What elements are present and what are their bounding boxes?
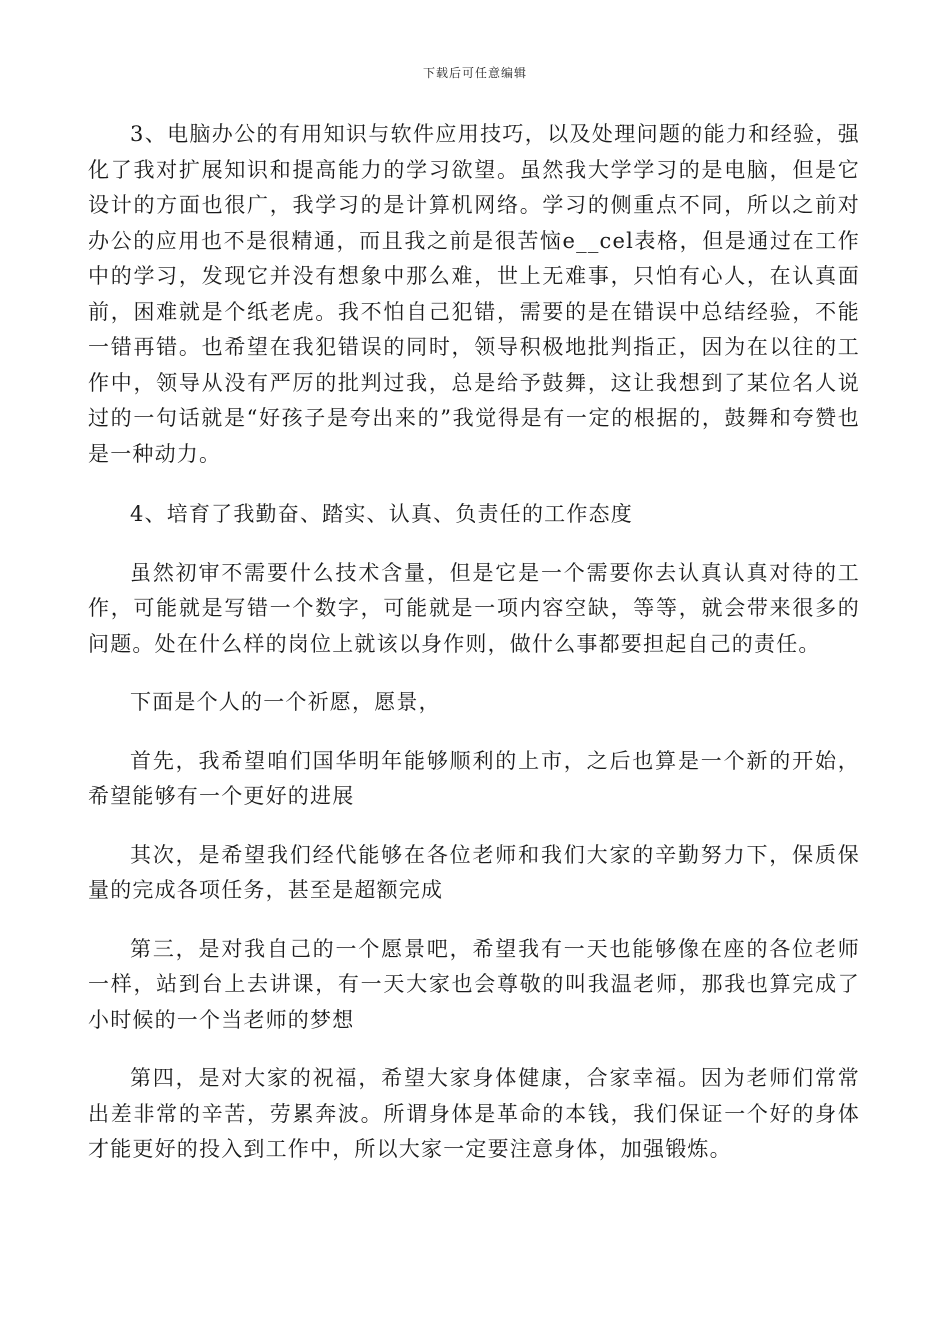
- paragraph-attitude-heading: 4、培育了我勤奋、踏实、认真、负责任的工作态度: [130, 502, 633, 526]
- paragraph-review-work: 虽然初审不需要什么技术含量，但是它是一个需要你去认真认真对待的工作，可能就是写错一个数字，可能就是一项内容空缺，等等，就会带来很多的问题。处在什么样的岗位上就该以身作则，做什么事都要担起自己的责任。: [88, 560, 860, 656]
- paragraph-skills: 3、电脑办公的有用知识与软件应用技巧，以及处理问题的能力和经验，强化了我对扩展知识和提高能力的学习欲望。虽然我大学学习的是电脑，但是它设计的方面也很广，我学习的是计算机网络。学习的侧重点不同，所以之前对办公的应用也不是很精通，而且我之前是很苦恼e__cel表格，但是通过在工作中的学习，发现它并没有想象中那么难，世上无难事，只怕有心人，在认真面前，困难就是个纸老虎。我不怕自己犯错，需要的是在错误中总结经验，不能一错再错。也希望在我犯错误的同时，领导积极地批判指正，因为在以往的工作中，领导从没有严厉的批判过我，总是给予鼓舞，这让我想到了某位名人说过的一句话就是“好孩子是夸出来的”我觉得是有一定的根据的，鼓舞和夸赞也是一种动力。: [88, 122, 860, 466]
- paragraph-wish-second: 其次，是希望我们经代能够在各位老师和我们大家的辛勤努力下，保质保量的完成各项任务，甚至是超额完成: [88, 842, 860, 902]
- paragraph-wish-first: 首先，我希望咱们国华明年能够顺利的上市，之后也算是一个新的开始，希望能够有一个更好的进展: [88, 748, 860, 808]
- paragraph-wishes-intro: 下面是个人的一个祈愿，愿景，: [130, 690, 441, 714]
- paragraph-wish-fourth: 第四，是对大家的祝福，希望大家身体健康，合家幸福。因为老师们常常出差非常的辛苦，劳累奔波。所谓身体是革命的本钱，我们保证一个好的身体才能更好的投入到工作中，所以大家一定要注意身体，加强锻炼。: [88, 1066, 860, 1161]
- document-body: [88, 117, 860, 1168]
- page-header-note: 下载后可任意编辑: [422, 66, 527, 80]
- paragraph-wish-third: 第三，是对我自己的一个愿景吧，希望我有一天也能够像在座的各位老师一样，站到台上去讲课，有一天大家也会尊敬的叫我温老师，那我也算完成了小时候的一个当老师的梦想: [88, 936, 860, 1032]
